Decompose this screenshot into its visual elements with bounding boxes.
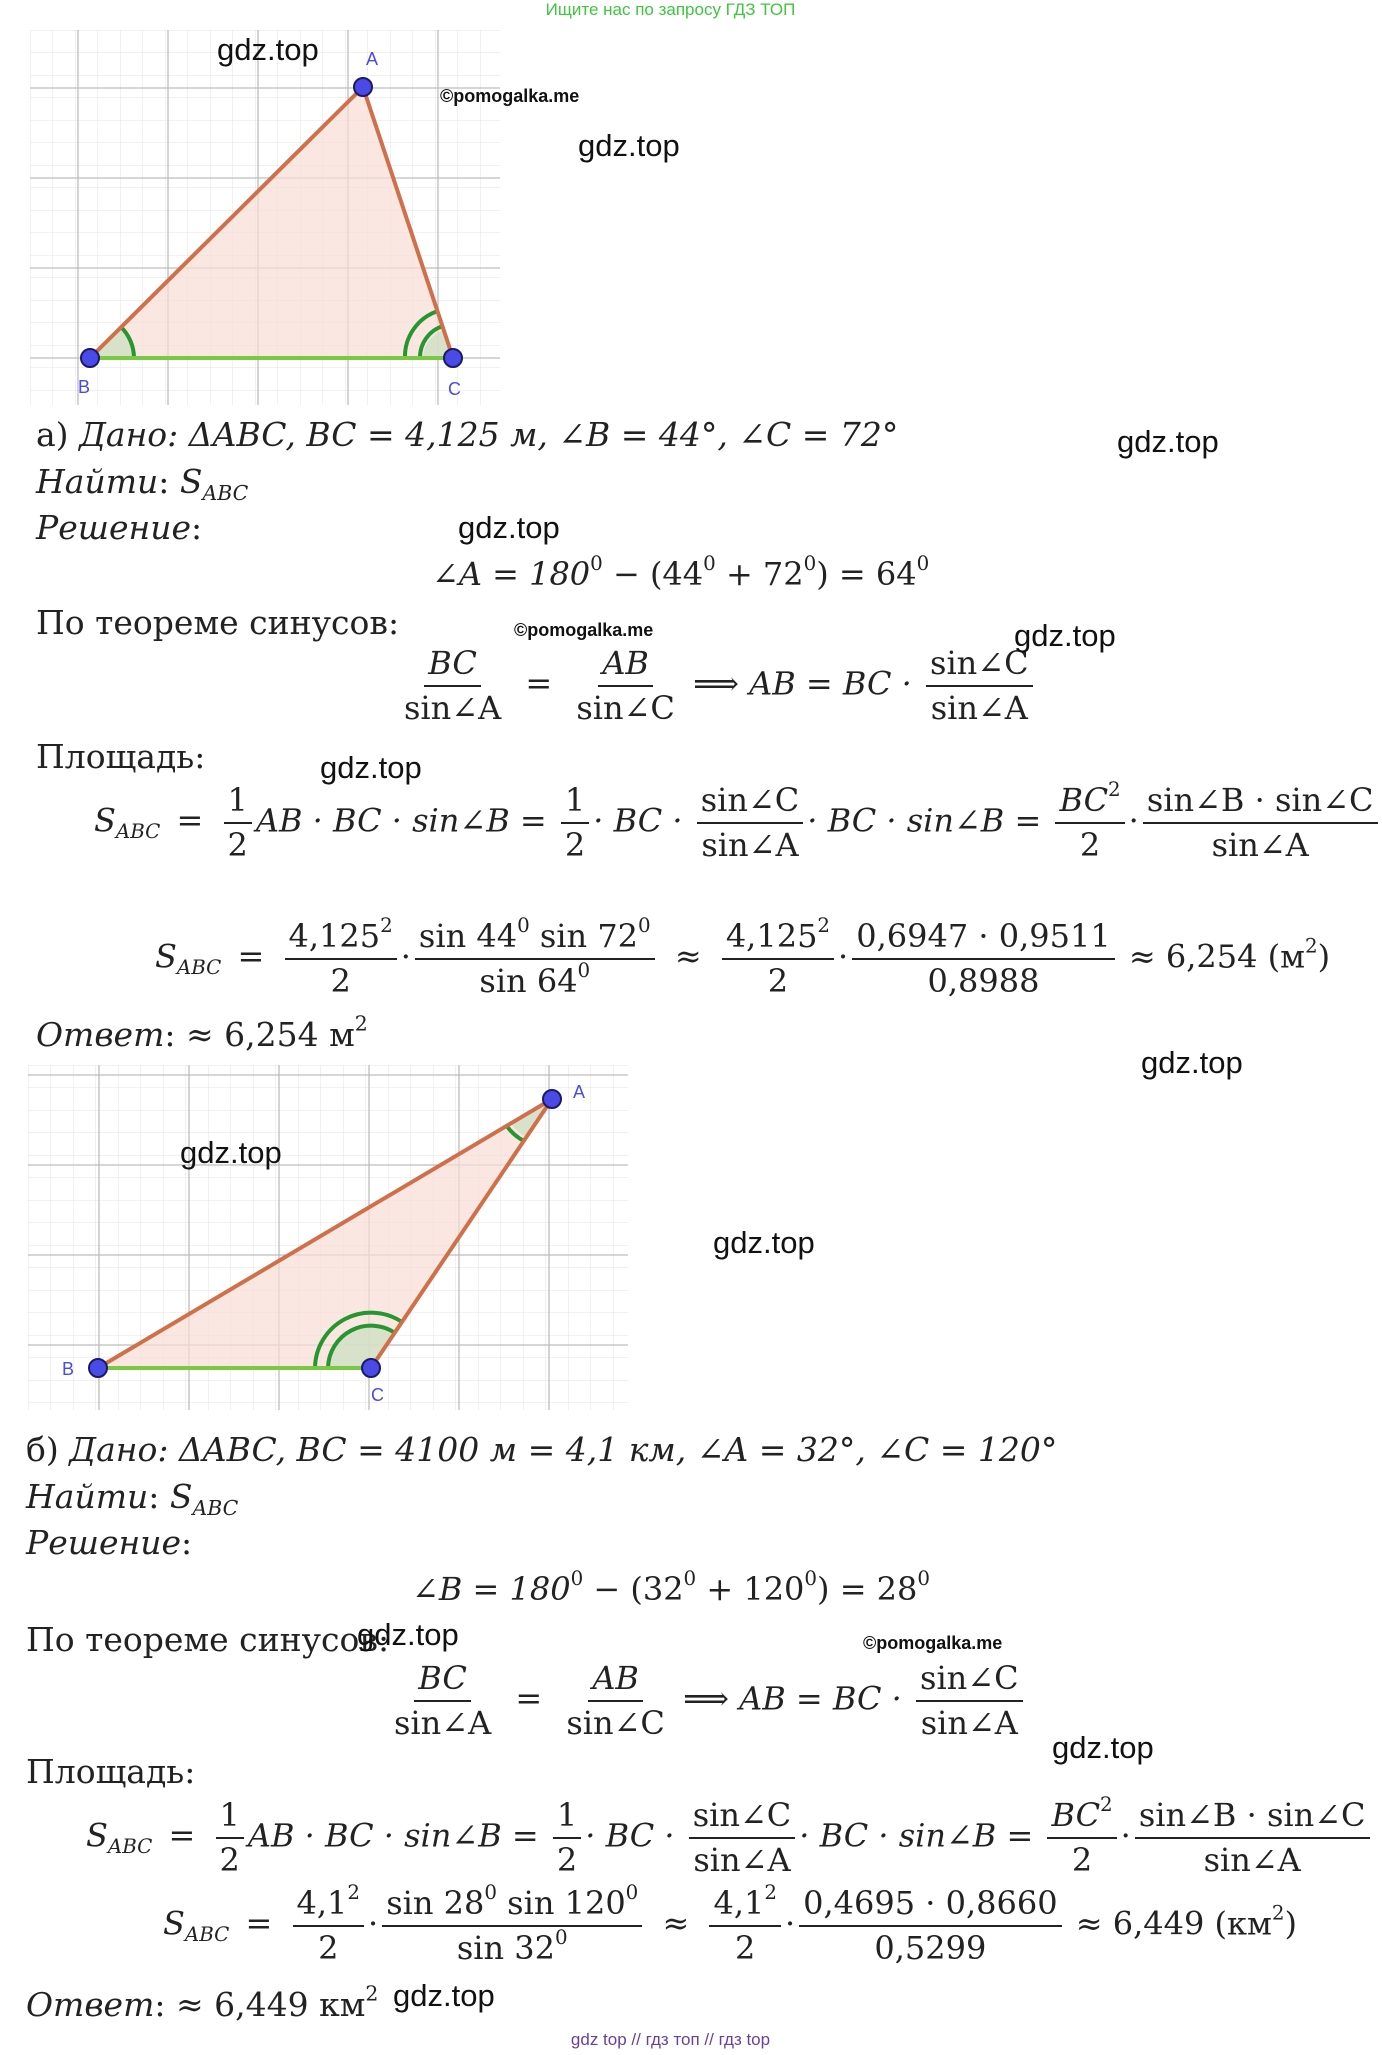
sine-formula-b: $\frac{BC}{\sin\angle A}$ = $\frac{AB}{\sin\angle C}$ ⟹ AB = BC · $\frac{\sin\angle C}{\sin\angle A}$	[386, 1660, 1027, 1742]
find-line-a: Найти: $S_{ABC}$	[36, 462, 249, 506]
watermark-gdz: gdz.top	[713, 1225, 815, 1260]
area-calculation-a: $S_{ABC}$ = $\frac{4,125^2}{2}$ · $\frac{\sin 44^0 \sin 72^0}{\sin 64^0}$ ≈ $\frac{4,125^2}{2}$ · $\frac{0,6947 \cdot 0,9511}{0,8988}$ ≈ 6,254 $(м^2)$	[155, 914, 1331, 1000]
solution-label-a: Решение:	[36, 508, 203, 547]
answer-line-b: Ответ: ≈ 6,449 $км^2$	[26, 1981, 379, 2024]
triangle-figure-a	[30, 30, 510, 410]
vertex-b[interactable]	[89, 1359, 107, 1377]
watermark-gdz: gdz.top	[217, 32, 319, 67]
area-label-b: Площадь:	[26, 1752, 196, 1791]
watermark-gdz: gdz.top	[393, 1978, 495, 2013]
given-line-b: б) Дано: ΔABC, BC = 4100 м = 4,1 км, ∠A = 32°, ∠C = 120°	[26, 1430, 1058, 1469]
watermark-gdz: gdz.top	[1117, 424, 1219, 459]
sine-theorem-label-a: По теореме синусов:	[36, 603, 400, 642]
watermark-gdz: gdz.top	[458, 510, 560, 545]
watermark-gdz: gdz.top	[1052, 1730, 1154, 1765]
label-c: C	[371, 1385, 384, 1405]
watermark-gdz: gdz.top	[1014, 618, 1116, 653]
bottom-banner[interactable]: gdz top // гдз топ // гдз top	[570, 2030, 771, 2049]
angle-equation-a: ∠A = $180^0 - (44^0 + 72^0) = 64^0$	[432, 552, 930, 593]
area-formula-a: $S_{ABC}$ = $\frac{1}{2}$ AB · BC · sin∠B = $\frac{1}{2}$ · BC · $\frac{\sin\angle C}{\sin\angle A}$ · BC · sin∠B = $\frac{BC^2}{2}$ · $\frac{\sin\angle B \cdot \sin\angle C}{\sin\angle A}$	[94, 782, 1382, 864]
vertex-a[interactable]	[354, 78, 372, 96]
area-formula-b: $S_{ABC}$ = $\frac{1}{2}$ AB · BC · sin∠B = $\frac{1}{2}$ · BC · $\frac{\sin\angle C}{\sin\angle A}$ · BC · sin∠B = $\frac{BC^2}{2}$ · $\frac{\sin\angle B \cdot \sin\angle C}{\sin\angle A}$	[86, 1797, 1374, 1879]
watermark-gdz: gdz.top	[320, 750, 422, 785]
vertex-c[interactable]	[444, 349, 462, 367]
watermark-pomogalka: ©pomogalka.me	[440, 86, 580, 106]
area-calculation-b: $S_{ABC}$ = $\frac{4,1^2}{2}$ · $\frac{\sin 28^0 \sin 120^0}{\sin 32^0}$ ≈ $\frac{4,1^2}{2}$ · $\frac{0,4695 \cdot 0,8660}{0,5299}$ ≈ 6,449 $(км^2)$	[163, 1881, 1298, 1967]
label-b: B	[78, 377, 91, 397]
label-c: C	[448, 379, 461, 399]
label-a: A	[573, 1082, 586, 1102]
area-label-a: Площадь:	[36, 737, 206, 776]
find-line-b: Найти: $S_{ABC}$	[26, 1477, 239, 1521]
angle-equation-b: ∠B = $180^0 - (32^0 + 120^0) = 28^0$	[412, 1567, 931, 1608]
top-banner[interactable]: Ищите нас по запросу ГДЗ ТОП	[545, 0, 796, 19]
triangle-figure-b	[28, 1065, 628, 1410]
sine-theorem-label-b: По теореме синусов:	[26, 1620, 390, 1659]
watermark-gdz: gdz.top	[357, 1617, 459, 1652]
vertex-c[interactable]	[362, 1359, 380, 1377]
answer-line-a: Ответ: ≈ 6,254 $м^2$	[36, 1011, 368, 1054]
given-line-a: а) Дано: ΔABC, BC = 4,125 м, ∠B = 44°, ∠C = 72°	[36, 415, 899, 454]
vertex-b[interactable]	[81, 349, 99, 367]
solution-label-b: Решение:	[26, 1523, 193, 1562]
watermark-gdz: gdz.top	[578, 128, 680, 163]
watermark-pomogalka: ©pomogalka.me	[514, 620, 654, 640]
sine-formula-a: $\frac{BC}{\sin\angle A}$ = $\frac{AB}{\sin\angle C}$ ⟹ AB = BC · $\frac{\sin\angle C}{\sin\angle A}$	[396, 645, 1037, 727]
vertex-a[interactable]	[543, 1090, 561, 1108]
watermark-gdz: gdz.top	[180, 1135, 282, 1170]
label-b: B	[62, 1359, 75, 1379]
label-a: A	[366, 49, 379, 69]
watermark-gdz: gdz.top	[1141, 1045, 1243, 1080]
watermark-pomogalka: ©pomogalka.me	[863, 1633, 1003, 1653]
